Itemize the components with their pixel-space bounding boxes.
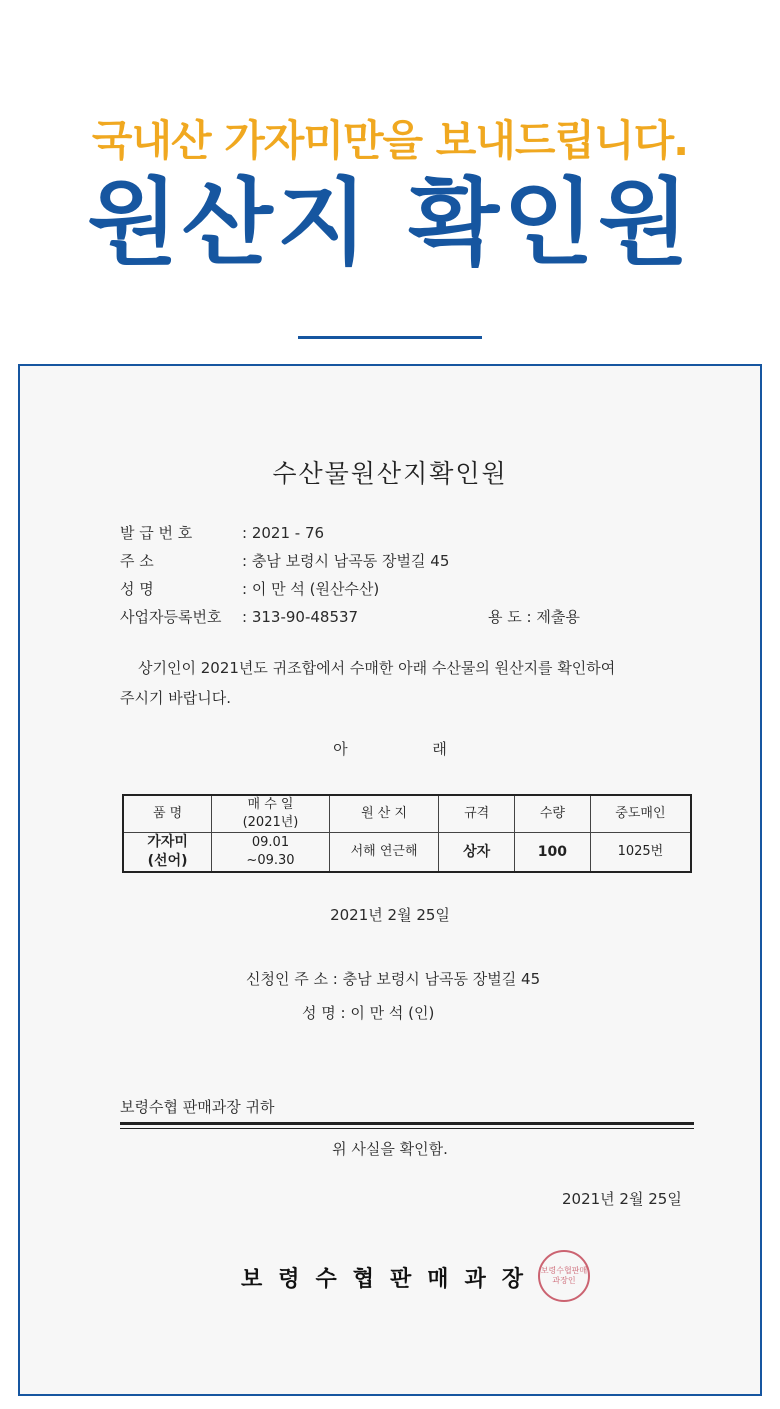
applicant-name: 성 명 : 이 만 석 (인): [302, 1004, 435, 1022]
issuer-name: 보령수협판매과장: [240, 1267, 540, 1292]
header-purchase-date-line2: (2021년): [242, 815, 299, 830]
applicant-address: 신청인 주 소 : 충남 보령시 남곡동 장벌길 45: [246, 970, 541, 988]
field-name: [120, 578, 379, 599]
document-title: 수산물원산지확인원: [272, 459, 508, 488]
field-value: : 313-90-48537: [242, 608, 359, 626]
cell-item: [123, 833, 212, 873]
header-spec: 규격: [439, 795, 515, 833]
field-label: 발 급 번 호: [120, 524, 193, 542]
field-label: 주 소: [120, 552, 154, 570]
cell-spec: 상자: [439, 833, 515, 873]
cell-item-line1: 가자미: [147, 834, 188, 851]
cell-item-line2: (선어): [147, 853, 188, 869]
field-value: : 충남 보령시 남곡동 장벌길 45: [242, 552, 450, 570]
header-item: 품 명: [123, 795, 212, 833]
confirmation-date: 2021년 2월 25일: [562, 1190, 682, 1208]
document-date: 2021년 2월 25일: [330, 906, 450, 924]
certificate-document: [18, 364, 762, 1396]
field-label: 성 명: [120, 580, 154, 598]
header-purchase-date-line1: 매 수 일: [247, 797, 294, 813]
field-label: 사업자등록번호: [120, 608, 222, 626]
header-broker: 중도매인: [590, 795, 691, 833]
header-purchase-date: [212, 795, 330, 833]
below-heading: 아 래: [333, 740, 487, 758]
cell-origin: 서해 연근해: [329, 833, 439, 873]
table-header-row: [123, 795, 691, 833]
table-row: [123, 833, 691, 873]
field-value: : 이 만 석 (원산수산): [242, 580, 380, 598]
field-label: 용 도: [488, 608, 522, 626]
field-business-number: [120, 606, 358, 627]
field-address: [120, 550, 449, 571]
headline-title: 원산지 확인원: [87, 169, 693, 278]
cell-date: [212, 833, 330, 873]
field-value: : 제출용: [526, 608, 580, 626]
header-quantity: 수량: [515, 795, 591, 833]
header-origin: 원 산 지: [329, 795, 439, 833]
field-value: : 2021 - 76: [242, 524, 325, 542]
headline-divider: [298, 336, 482, 339]
confirmation-text: 위 사실을 확인함.: [332, 1140, 448, 1158]
cell-date-line2: ~09.30: [246, 853, 295, 868]
addressee: 보령수협 판매과장 귀하: [120, 1098, 275, 1116]
request-line-1: 상기인이 2021년도 귀조합에서 수매한 아래 수산물의 원산지를 확인하여: [138, 659, 616, 677]
cell-date-line1: 09.01: [251, 835, 290, 851]
cell-broker: 1025번: [590, 833, 691, 873]
field-purpose: [488, 606, 580, 627]
cell-quantity: 100: [515, 833, 591, 873]
field-issue-number: [120, 522, 324, 543]
double-rule-bottom: [120, 1128, 694, 1129]
official-seal-stamp: 보령수협판매과장인: [538, 1250, 590, 1302]
headline-subtitle: 국내산 가자미만을 보내드립니다.: [91, 116, 689, 165]
request-line-2: 주시기 바랍니다.: [120, 689, 231, 707]
items-table: [122, 794, 692, 873]
double-rule-top: [120, 1122, 694, 1125]
